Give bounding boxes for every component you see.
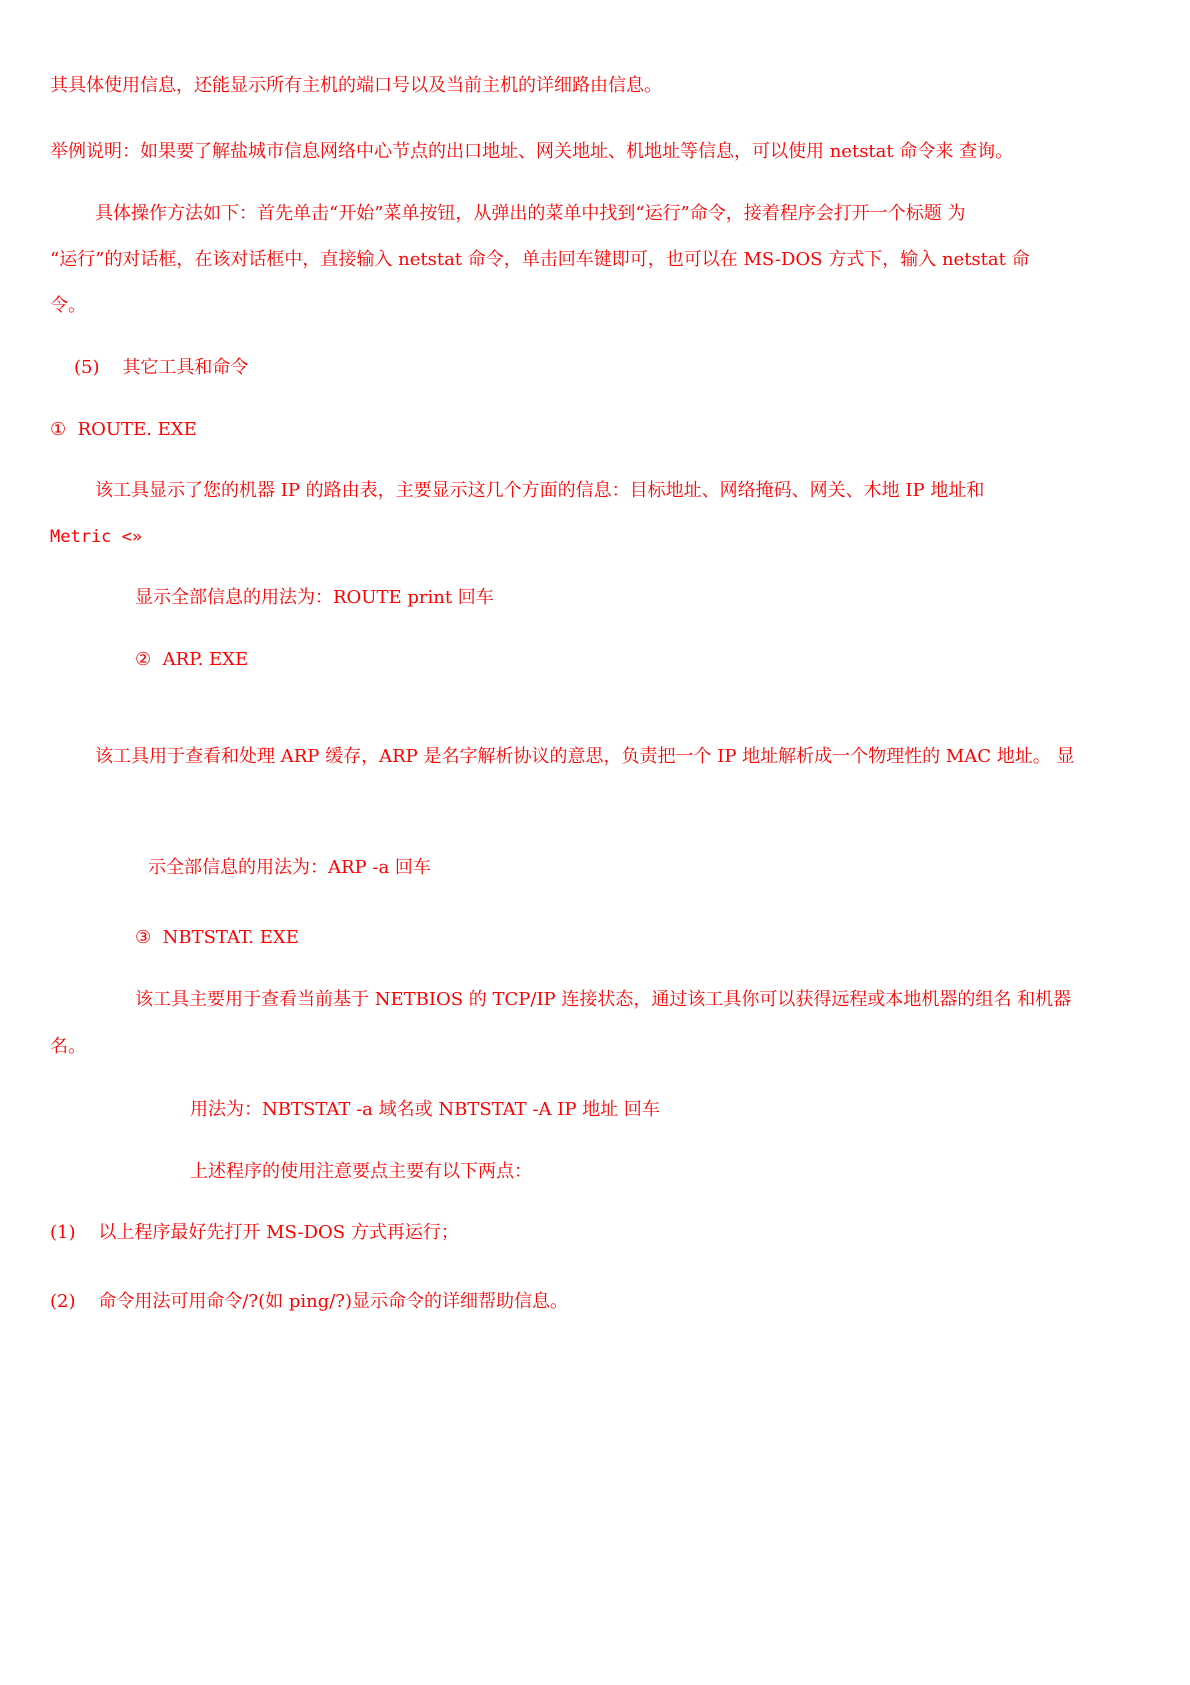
subheading: ③ NBTSTAT. EXE: [135, 927, 299, 948]
text-line: 上述程序的使用注意要点主要有以下两点：: [190, 1161, 532, 1182]
subheading: ① ROUTE. EXE: [50, 419, 197, 440]
section-heading: (5) 其它工具和命令: [74, 357, 249, 378]
text-line: 举例说明：如果要了解盐城市信息网络中心节点的出口地址、网关地址、机地址等信息，可以使用 netstat 命令来 查询。: [50, 141, 1014, 162]
text-line: 名。: [50, 1036, 86, 1057]
text-line: “运行”的对话框，在该对话框中，直接输入 netstat 命令，单击回车键即可，也可以在 MS-DOS 方式下，输入 netstat 命: [50, 249, 1030, 270]
text-line: 其具体使用信息，还能显示所有主机的端口号以及当前主机的详细路由信息。: [50, 75, 662, 96]
text-line: 用法为：NBTSTAT -a 域名或 NBTSTAT -A IP 地址 回车: [190, 1099, 660, 1120]
list-item: (2) 命令用法可用命令/?(如 ping/?)显示命令的详细帮助信息。: [50, 1291, 568, 1312]
text-line: 显示全部信息的用法为：ROUTE print 回车: [135, 587, 494, 608]
list-item: (1) 以上程序最好先打开 MS-DOS 方式再运行；: [50, 1222, 459, 1243]
text-line: 具体操作方法如下：首先单击“开始”菜单按钮，从弹出的菜单中找到“运行”命令，接着程序会打开一个标题 为: [95, 203, 966, 224]
text-line: Metric <»: [50, 527, 143, 547]
text-line: 令。: [50, 295, 86, 316]
text-line: 该工具显示了您的机器 IP 的路由表，主要显示这几个方面的信息：目标地址、网络掩码、网关、木地 IP 地址和: [95, 480, 985, 501]
subheading: ② ARP. EXE: [135, 649, 249, 670]
text-line: 该工具用于查看和处理 ARP 缓存，ARP 是名字解析协议的意思，负责把一个 IP 地址解析成一个物理性的 MAC 地址。 显: [95, 746, 1075, 767]
text-line: 示全部信息的用法为：ARP -a 回车: [148, 857, 431, 878]
text-line: 该工具主要用于查看当前基于 NETBIOS 的 TCP/IP 连接状态，通过该工具你可以获得远程或本地机器的组名 和机器: [135, 989, 1072, 1010]
